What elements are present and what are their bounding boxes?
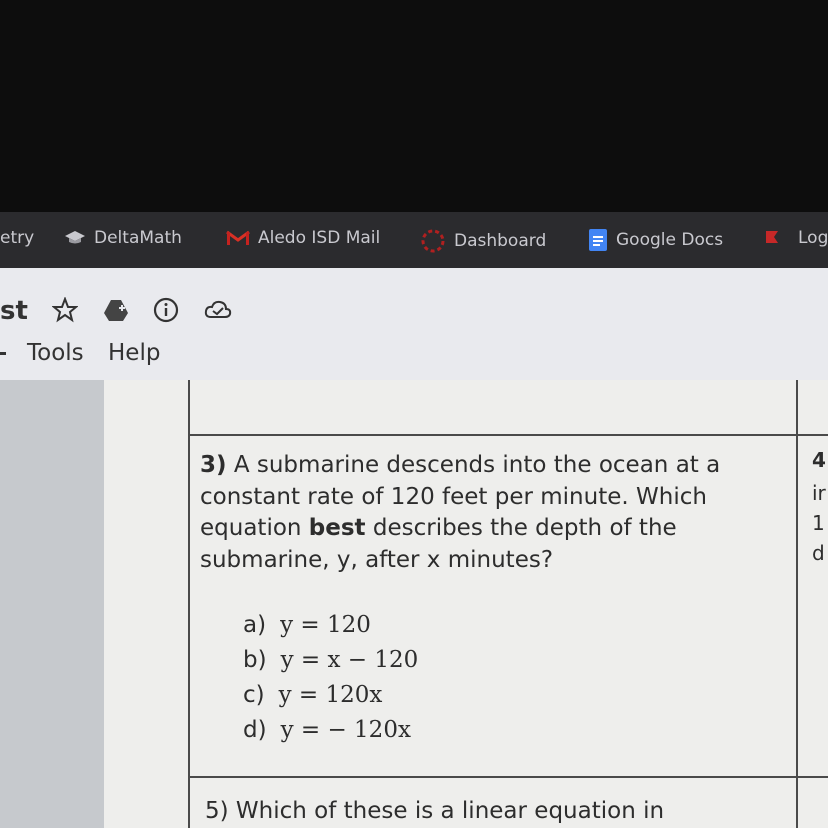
question-text-part: describes the depth of the submarine, y, after x minutes? (200, 515, 677, 573)
info-icon[interactable] (153, 297, 179, 327)
document-title[interactable]: st (0, 296, 28, 326)
cloud-saved-icon (203, 297, 233, 327)
answer-choice-c[interactable] (243, 678, 418, 713)
bookmark-label: Aledo ISD Mail (258, 228, 381, 248)
graduation-cap-icon (64, 230, 86, 246)
bookmark-label: Log (798, 228, 828, 248)
choice-letter: b) (243, 647, 267, 673)
left-margin-area (0, 380, 104, 828)
move-to-drive-icon[interactable] (102, 297, 130, 327)
question-bold-word: best (308, 515, 366, 541)
answer-choices (243, 608, 418, 748)
bookmark-geometry[interactable] (0, 228, 34, 248)
choice-letter: d) (243, 717, 267, 743)
choice-letter: a) (243, 612, 267, 638)
star-icon[interactable] (52, 297, 78, 327)
bookmark-dashboard[interactable] (420, 228, 546, 254)
question-3-text (200, 450, 790, 576)
answer-choice-a[interactable] (243, 608, 418, 643)
question-4-text-fragment: ir (812, 481, 826, 505)
question-number: 3) (200, 452, 227, 478)
question-4-text-fragment: d (812, 541, 825, 565)
question-4-number: 4 (812, 448, 826, 472)
choice-letter: c) (243, 682, 265, 708)
google-docs-icon (588, 228, 608, 252)
table-border-top (188, 434, 828, 436)
bookmark-deltamath[interactable] (64, 228, 182, 248)
choice-equation: y = − 120x (280, 717, 411, 743)
document-page[interactable] (104, 380, 828, 828)
gmail-icon (226, 229, 250, 247)
bookmark-label: etry (0, 228, 35, 248)
bookmark-label: Google Docs (616, 230, 724, 250)
bookmark-google-docs[interactable] (588, 228, 723, 252)
menu-partial-dropdown[interactable] (0, 340, 6, 366)
choice-equation: y = 120x (278, 682, 383, 708)
choice-equation: y = 120 (280, 612, 371, 638)
menu-tools[interactable]: Tools (27, 340, 84, 366)
bookmark-label: DeltaMath (94, 228, 182, 248)
choice-equation: y = x − 120 (280, 647, 419, 673)
bookmark-label: Dashboard (454, 231, 547, 251)
bookmarks-bar (0, 212, 828, 268)
answer-choice-b[interactable] (243, 643, 418, 678)
answer-choice-d[interactable] (243, 713, 418, 748)
table-border-bottom (188, 776, 828, 778)
bookmark-aledo-mail[interactable] (226, 228, 380, 248)
bookmark-log[interactable] (764, 228, 828, 248)
table-border-middle (796, 380, 798, 828)
red-flag-icon (764, 229, 780, 247)
dashboard-ring-icon (420, 228, 446, 254)
question-4-text-fragment: 1 (812, 511, 825, 535)
question-text-part: A submarine descends into the ocean at a constant rate of 120 feet per minute. Which equation (200, 452, 721, 541)
menu-help[interactable]: Help (108, 340, 161, 366)
question-5-text: 5) Which of these is a linear equation in (205, 798, 665, 824)
screen-bezel-top (0, 0, 828, 212)
table-border-left (188, 380, 190, 828)
